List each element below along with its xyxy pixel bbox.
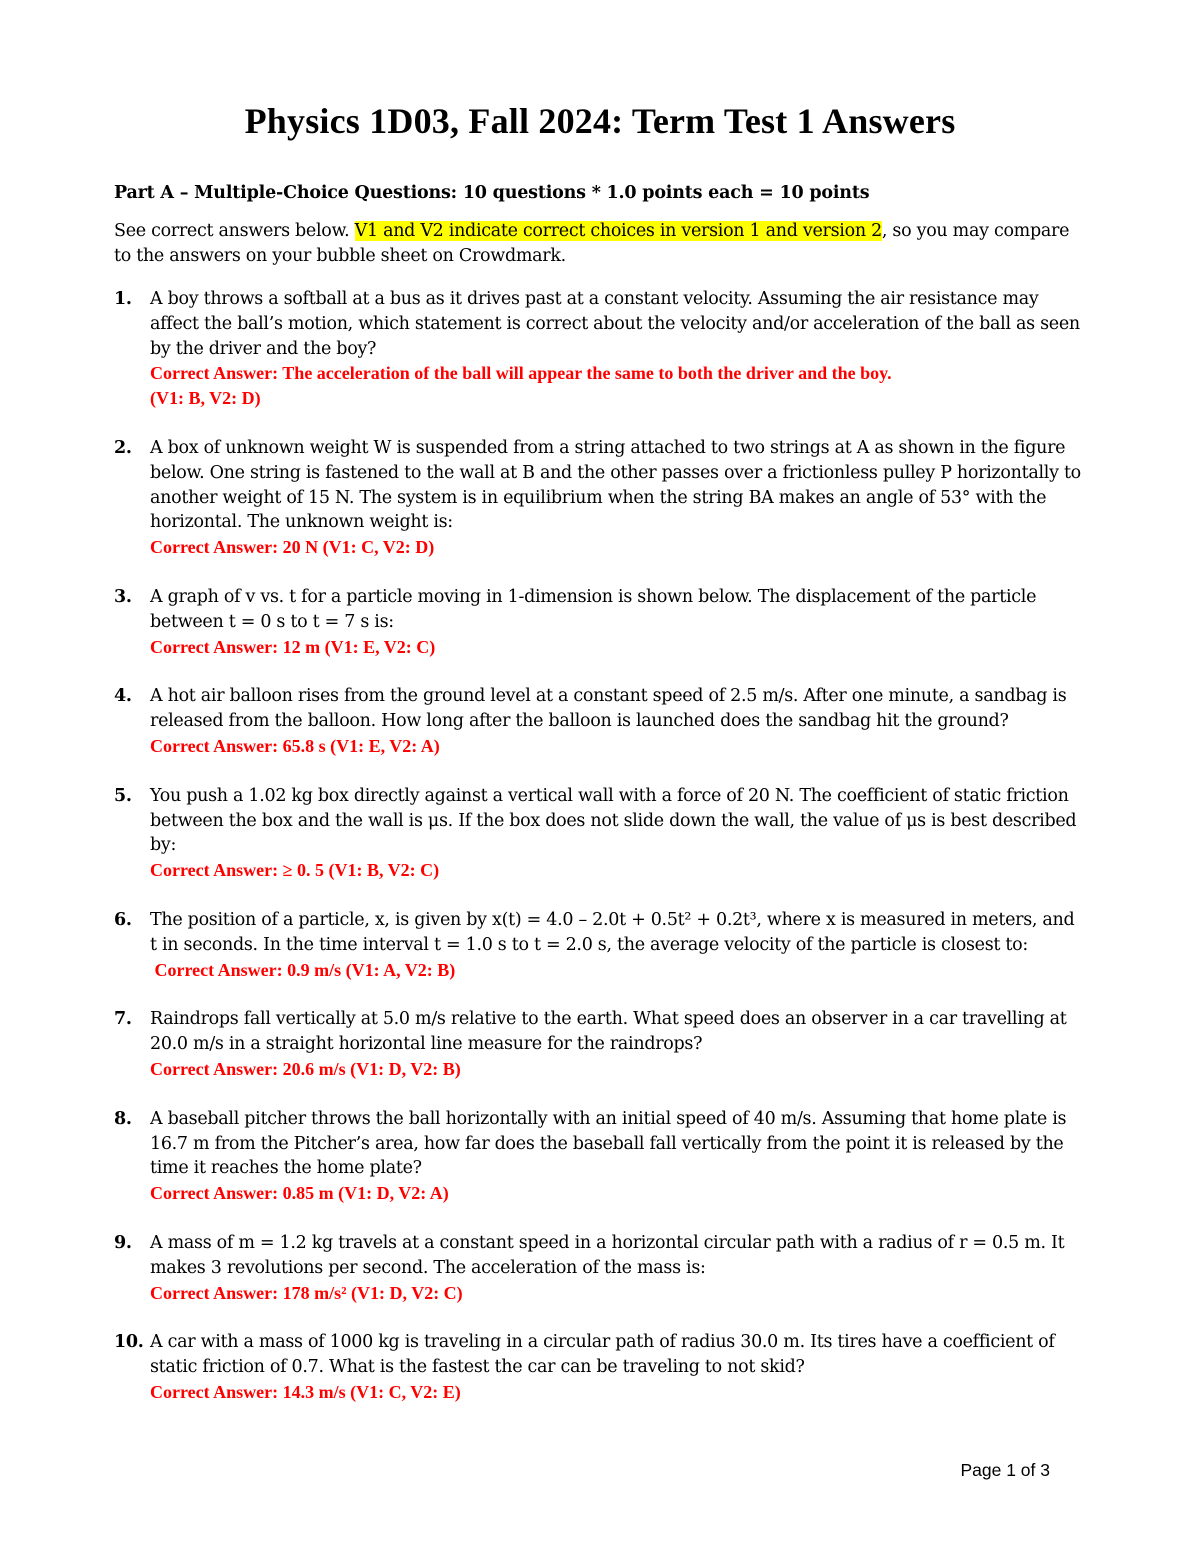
- answer-value: 12 m: [282, 636, 321, 657]
- question-text: A car with a mass of 1000 kg is traveling in a circular path of radius 30.0 m. Its tires have a coefficient of static friction of 0.7. What is the fastest the car can be traveling to not skid?: [150, 1332, 1055, 1378]
- answer-value: 20.6 m/s: [282, 1058, 346, 1079]
- question-item: [114, 908, 1086, 982]
- answer-value: 20 N: [282, 537, 319, 558]
- correct-answer: [150, 535, 1086, 560]
- question-item: [114, 585, 1086, 659]
- intro-text-after: , so you may compare to the answers on your bubble sheet on Crowdmark.: [114, 221, 1070, 266]
- answer-versions: (V1: D, V2: B): [350, 1058, 461, 1079]
- page-title: Physics 1D03, Fall 2024: Term Test 1 Answers: [244, 101, 956, 141]
- answer-value: 178 m/s²: [282, 1282, 347, 1303]
- question-number: 8.: [114, 1108, 132, 1129]
- question-text: A hot air balloon rises from the ground level at a constant speed of 2.5 m/s. After one minute, a sandbag is released from the balloon. How long after the balloon is launched does the sandbag hit the ground?: [150, 686, 1067, 732]
- intro-highlight: V1 and V2 indicate correct choices in version 1 and version 2: [354, 221, 882, 241]
- answer-value: 14.3 m/s: [282, 1381, 346, 1402]
- question-item: [114, 436, 1086, 560]
- answer-versions: (V1: D, V2: C): [351, 1282, 463, 1303]
- answer-versions: (V1: C, V2: D): [322, 537, 435, 558]
- answer-label: Correct Answer:: [150, 1381, 283, 1402]
- question-item: [114, 784, 1086, 883]
- question-number: 4.: [114, 686, 132, 707]
- answer-versions: (V1: D, V2: A): [338, 1183, 449, 1204]
- correct-answer: [150, 1380, 1086, 1405]
- question-text: A graph of v vs. t for a particle moving in 1-dimension is shown below. The displacement of the particle between t = 0 s to t = 7 s is:: [150, 586, 1037, 632]
- correct-answer: [150, 1181, 1086, 1206]
- question-text: Raindrops fall vertically at 5.0 m/s relative to the earth. What speed does an observer in a car travelling at 20.0 m/s in a straight horizontal line measure for the raindrops?: [150, 1009, 1067, 1055]
- question-text: A boy throws a softball at a bus as it drives past at a constant velocity. Assuming the air resistance may affect the ball’s motion, which statement is correct about the velocity and/or acceleration of the ball as seen by the driver and the boy?: [150, 289, 1080, 359]
- answer-versions: (V1: B, V2: D): [150, 388, 261, 409]
- correct-answer: [150, 1281, 1086, 1306]
- question-text: A baseball pitcher throws the ball horizontally with an initial speed of 40 m/s. Assuming that home plate is 16.7 m from the Pitcher’s area, how far does the baseball fall vertically from the point it is released by the time it reaches the home plate?: [150, 1108, 1067, 1179]
- question-number: 7.: [114, 1009, 132, 1030]
- correct-answer: [150, 734, 1086, 759]
- question-number: 10.: [114, 1332, 144, 1353]
- question-text: A mass of m = 1.2 kg travels at a constant speed in a horizontal circular path with a radius of r = 0.5 m. It makes 3 revolutions per second. The acceleration of the mass is:: [150, 1232, 1065, 1278]
- correct-answer: [150, 858, 1086, 883]
- question-number: 6.: [114, 909, 132, 930]
- answer-label: Correct Answer:: [150, 860, 283, 881]
- answer-versions: (V1: C, V2: E): [350, 1381, 461, 1402]
- question-item: [114, 1330, 1086, 1404]
- answer-value: 65.8 s: [282, 735, 326, 756]
- part-a-heading: Part A – Multiple-Choice Questions: 10 questions * 1.0 points each = 10 points: [114, 183, 870, 203]
- answer-label: Correct Answer:: [150, 1183, 283, 1204]
- answer-value: The acceleration of the ball will appear the same to both the driver and the boy.: [282, 363, 892, 384]
- correct-answer: [150, 1057, 1086, 1082]
- answer-label: Correct Answer:: [150, 537, 283, 558]
- question-number: 1.: [114, 289, 132, 309]
- question-text: A box of unknown weight W is suspended from a string attached to two strings at A as shown in the figure below. One string is fastened to the wall at B and the other passes over a frictionless pulley P horizontally to another weight of 15 N. The system is in equilibrium when the string BA makes an angle of 53° with the horizontal. The unknown weight is:: [150, 437, 1081, 533]
- answer-value: 0.9 m/s: [287, 959, 342, 980]
- question-list: [114, 287, 1086, 1405]
- intro-paragraph: [114, 219, 1086, 269]
- answer-label: Correct Answer:: [150, 636, 283, 657]
- correct-answer: [150, 361, 1086, 411]
- answer-label: Correct Answer:: [150, 363, 283, 384]
- answer-label: Correct Answer:: [150, 735, 283, 756]
- answer-versions: (V1: B, V2: C): [328, 860, 440, 881]
- question-text: The position of a particle, x, is given by x(t) = 4.0 – 2.0t + 0.5t² + 0.2t³, where x is measured in meters, and t in seconds. In the time interval t = 1.0 s to t = 2.0 s, the average velocity of the particle is closest to:: [150, 909, 1075, 955]
- answer-versions: (V1: E, V2: C): [324, 636, 436, 657]
- correct-answer: [150, 958, 1086, 983]
- question-item: [114, 1007, 1086, 1081]
- answer-label: Correct Answer:: [154, 959, 288, 980]
- question-text: You push a 1.02 kg box directly against a vertical wall with a force of 20 N. The coefficient of static friction between the box and the wall is μs. If the box does not slide down the wall, the value of μs is best described by:: [150, 785, 1077, 856]
- question-item: [114, 1231, 1086, 1305]
- answer-versions: (V1: E, V2: A): [330, 735, 440, 756]
- intro-text-before: See correct answers below.: [114, 221, 355, 241]
- question-number: 9.: [114, 1232, 132, 1253]
- question-number: 2.: [114, 437, 132, 458]
- page-number: Page 1 of 3: [960, 1460, 1050, 1480]
- question-item: [114, 1107, 1086, 1206]
- correct-answer: [150, 635, 1086, 660]
- answer-value: ≥ 0. 5: [282, 860, 325, 881]
- question-number: 3.: [114, 586, 132, 607]
- question-item: [114, 684, 1086, 758]
- answer-value: 0.85 m: [282, 1183, 334, 1204]
- question-number: 5.: [114, 785, 132, 806]
- answer-label: Correct Answer:: [150, 1282, 283, 1303]
- question-item: [114, 287, 1086, 411]
- answer-label: Correct Answer:: [150, 1058, 283, 1079]
- answer-versions: (V1: A, V2: B): [345, 959, 456, 980]
